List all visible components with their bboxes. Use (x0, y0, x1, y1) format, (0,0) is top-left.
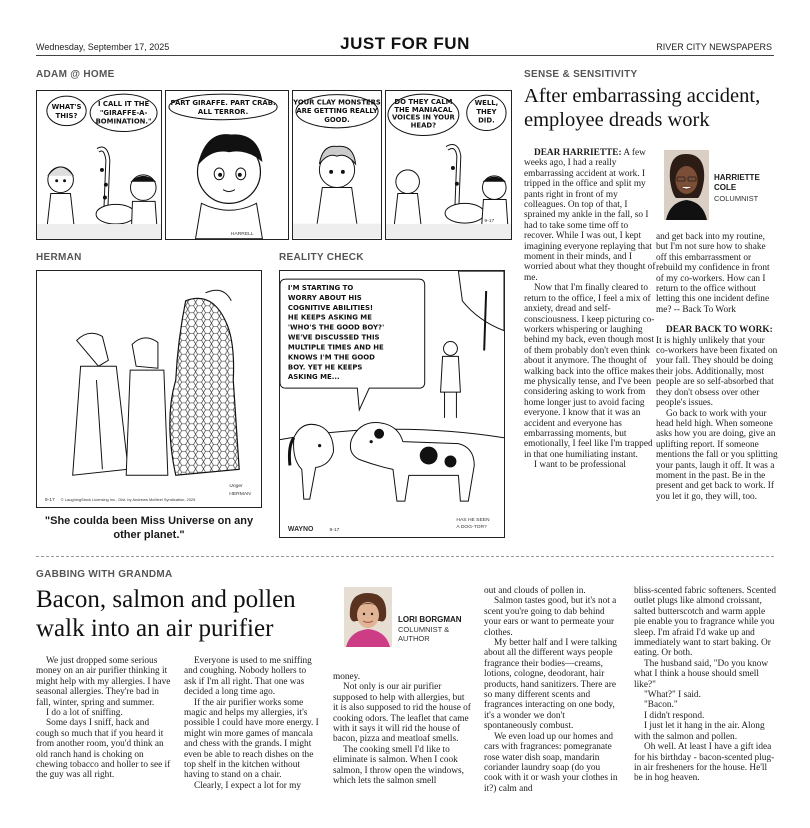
adam-p2-line-1: PART GIRAFFE. PART CRAB. (170, 98, 276, 107)
grandma-column-1 (36, 656, 172, 781)
adam-panel-1 (36, 90, 162, 240)
grandma-column-5 (634, 586, 778, 784)
rc-line-3: COGNITIVE ABILITIES! (287, 303, 374, 312)
sense-col1-p1: A few weeks ago, I had a really embarrassing accident at work. I tripped in the office and split my pants right in front of my colleagues. On top of that, I sprained my ankle in the fall, so I had to take some time off to recover. While I was out, I kept imagining everyone replaying that moment in their minds, and I worried about what they thought of me. (524, 148, 656, 283)
herman-label: HERMAN (36, 252, 82, 263)
publisher-name: RIVER CITY NEWSPAPERS (656, 42, 772, 52)
sense-column-1 (524, 148, 656, 471)
header-rule (36, 55, 774, 56)
grandma-c5-p5: I didn't respond. (644, 710, 705, 721)
adam-p4-left-line-4: HEAD? (410, 121, 437, 130)
herman-copyright: © LaughingStock Licensing Inc., Dist. by Andrews McMeel Syndication, 2025 (60, 497, 196, 502)
sense-label: SENSE & SENSITIVITY (524, 69, 638, 80)
sense-col2-p3: Go back to work with your head held high. When someone asks how you are doing, give an uplifting report. If someone mentions the fall or you splitting your pants, laugh it off. It was a moment in the past. Be in the present and get back to work. If you let it go, they will, too. (656, 408, 778, 502)
harriette-name: HARRIETTE COLE (714, 173, 760, 192)
adam-panel-3-art (293, 91, 381, 239)
grandma-column-4 (484, 586, 620, 794)
adam-p3-line-3: GOOD. (324, 115, 350, 124)
grandma-label: GABBING WITH GRANDMA (36, 569, 173, 580)
grandma-c5-p1: bliss-scented fabric softeners. Scented outlet plugs like almond croissant, salted butterscotch and warm apple pie enable you to fragrance while you sleep. I'm afraid I'd wake up and immediately want to start baking. Or eating. Or both. (634, 586, 776, 659)
grandma-c5-p6: I just let it hang in the air. Along with the salmon and pollen. (634, 721, 765, 742)
sense-headline: After embarrassing accident, employee dreads work (524, 85, 761, 131)
herman-art (37, 271, 261, 507)
reality-check-art (280, 271, 504, 537)
adam-p4-right-line-1: WELL, (474, 98, 499, 107)
grandma-column-2 (184, 656, 320, 791)
sense-column-2 (656, 232, 778, 502)
herman-date-mark: 9-17 (44, 498, 55, 503)
grandma-c4-p1: out and clouds of pollen in. (484, 586, 586, 596)
harriette-cole-photo (664, 150, 709, 220)
sense-col2-p2: It is highly unlikely that your co-workers have been fixated on your fall. They should be doing their jobs. Additionally, most people are so self-absorbed that they don't obsess over other people's issues. (656, 335, 778, 409)
adam-panel-2-art (166, 91, 288, 239)
rc-line-7: MULTIPLE TIMES AND HE (287, 343, 384, 352)
adam-p4-right-line-3: DID. (478, 116, 495, 125)
grandma-c2-p1: Everyone is used to me sniffing and coughing. Nobody hollers to ask if I'm all right. That one was decided a long time ago. (184, 656, 312, 698)
reality-check-label: REALITY CHECK (279, 252, 364, 263)
grandma-c2-p3: Clearly, I expect a lot for my (194, 780, 302, 791)
adam-p4-left-line-2: THE MANIACAL (394, 105, 453, 114)
sense-lead-1: DEAR HARRIETTE: (534, 148, 622, 158)
grandma-c2-p2: If the air purifier works some magic and helps my allergies, it's possible I could have more energy. I might win more games of mancala and chess with the grands. I might even be able to reach dishes on the top shelf in the kitchen without having to stand on a chair. (184, 697, 319, 781)
adam-panel-4-art (386, 91, 511, 239)
rc-note-line-1: HAS HE SEEN (456, 517, 490, 523)
rc-note-line-2: A DOG-TOR? (456, 524, 487, 530)
header-date: Wednesday, September 17, 2025 (36, 42, 170, 52)
reality-check-panel (279, 270, 505, 538)
lori-name: LORI BORGMAN (398, 615, 462, 624)
lori-byline (398, 615, 478, 643)
harriette-role: COLUMNIST (714, 194, 759, 203)
adam-p1-right-line-2: "GIRAFFE-A- (99, 108, 148, 117)
adam-p1-left-line-2: THIS? (55, 111, 78, 120)
harriette-byline (714, 173, 784, 203)
lori-role: COLUMNIST & AUTHOR (398, 625, 450, 643)
rc-line-2: WORRY ABOUT HIS (287, 293, 362, 302)
harriette-portrait-art (664, 150, 709, 220)
adam-panel-4 (385, 90, 512, 240)
rc-signature: WAYNO (287, 525, 314, 533)
grandma-c5-p2: The husband said, "Do you know what I think a house should smell like?" (634, 658, 769, 690)
herman-name-mark: HERMAN (229, 492, 251, 498)
adam-p4-right-line-2: THEY (476, 107, 497, 116)
adam-p3-line-2: ARE GETTING REALLY (296, 107, 378, 116)
grandma-c4-p2: Salmon tastes good, but it's not a scent you're going to dab behind your ears or want to permeate your clothes. (484, 596, 617, 638)
rc-line-8: KNOWS I'M THE GOOD (287, 353, 375, 362)
grandma-c3-p1: money. (333, 672, 361, 682)
adam-p1-left-line-1: WHAT'S (51, 102, 82, 111)
grandma-c4-p4: We even load up our homes and cars with fragrances: pomegranate rose water dish soap, mandarin coriander laundry soap (do you cook with it or wash your clothes in it?) calm and (484, 731, 618, 794)
grandma-c5-p4: "Bacon." (644, 700, 678, 711)
rc-line-10: ASKING ME... (287, 373, 340, 382)
adam-date-mark: 9-17 (484, 219, 495, 225)
sense-col1-p2: Now that I'm finally cleared to return to the office, I feel a mix of anxiety, dread and self-consciousness. I keep picturing co-workers whispering or laughing behind my back, even though most of them probably don't even think about it anymore. The thought of walking back into the office makes me physically tense, and I've been considering asking to work from home longer just to avoid facing everyone. I know that it was an accident and everyone has embarrassing moments, but emotionally, I feel like I'm trapped in that one humiliating instant. (524, 283, 655, 460)
grandma-headline: Bacon, salmon and pollen walk into an air purifier (36, 586, 296, 642)
grandma-c3-p2: Not only is our air purifier supposed to help with allergies, but it is also supposed to rid the house of cooking odors. The leaflet that came with it says it will rid the house of bacon, pizza and meatloaf smells. (333, 682, 471, 745)
sense-lead-2: DEAR BACK TO WORK: (666, 325, 773, 336)
lori-portrait-art (344, 587, 392, 647)
adam-panel-3 (292, 90, 382, 240)
section-divider (36, 556, 774, 557)
grandma-column-3 (333, 672, 471, 786)
lori-borgman-photo (344, 587, 392, 647)
adam-p1-right-line-1: I CALL IT THE (97, 99, 150, 108)
grandma-c1-p2: I do a lot of sniffing. (46, 708, 123, 719)
sense-col1-p3: I want to be professional (534, 460, 626, 471)
adam-p1-right-line-3: BOMINATION." (95, 117, 152, 126)
sense-col2-p1: and get back into my routine, but I'm not sure how to shake off this embarrassment or rebuild my confidence in front of my co-workers. How can I return to the office without letting this one incident define me? -- Back To Work (656, 232, 770, 315)
rc-line-1: I'M STARTING TO (287, 284, 354, 293)
adam-at-home-strip (36, 90, 512, 240)
rc-line-4: HE KEEPS ASKING ME (287, 313, 372, 322)
herman-panel (36, 270, 262, 508)
grandma-c4-p3: My better half and I were talking about all the different ways people fragrance their bodies—creams, lotions, cologne, deodorant, hair products, hand sanitizers. There are so many different scents and fragrances interacting on one body, it's a wonder we don't spontaneously combust. (484, 638, 617, 732)
rc-date-mark: 9-17 (329, 527, 340, 533)
adam-p4-left-line-1: DO THEY CALM (394, 97, 453, 106)
herman-signature: Unger (229, 484, 243, 490)
adam-p2-line-2: ALL TERROR. (197, 107, 249, 116)
herman-caption: "She coulda been Miss Universe on any other planet." (44, 515, 254, 541)
adam-panel-1-art (37, 91, 161, 239)
rc-line-6: WE'VE DISCUSSED THIS (287, 333, 380, 342)
rc-line-9: BOY. YET HE KEEPS (287, 363, 363, 372)
grandma-c1-p3: Some days I sniff, hack and cough so much that if you heard it from another room, you'd think an old ranch hand is choking on chewing tobacco and holler to see if the guy was all right. (36, 718, 171, 781)
adam-panel-2 (165, 90, 289, 240)
grandma-c5-p3: "What?" I said. (644, 690, 701, 701)
adam-p4-left-line-3: VOICES IN YOUR (391, 113, 455, 122)
rc-line-5: 'WHO'S THE GOOD BOY?' (287, 323, 385, 332)
adam-signature: HARRELL (230, 231, 254, 237)
section-title: JUST FOR FUN (340, 34, 470, 53)
adam-p3-line-1: YOUR CLAY MONSTERS (293, 98, 381, 107)
grandma-c3-p3: The cooking smell I'd like to eliminate is salmon. When I cook salmon, I throw open the windows, which lets the salmon smell (333, 744, 464, 787)
grandma-c1-p1: We just dropped some serious money on an air purifier thinking it might help with my allergies. I have seasonal allergies. They're bad in fall, winter, spring and summer. (36, 656, 171, 708)
adam-at-home-label: ADAM @ HOME (36, 69, 115, 80)
grandma-c5-p7: Oh well. At least I have a gift idea for his birthday - bacon-scented plug-in air fresheners for the house. He'll be in hog heaven. (634, 742, 775, 784)
